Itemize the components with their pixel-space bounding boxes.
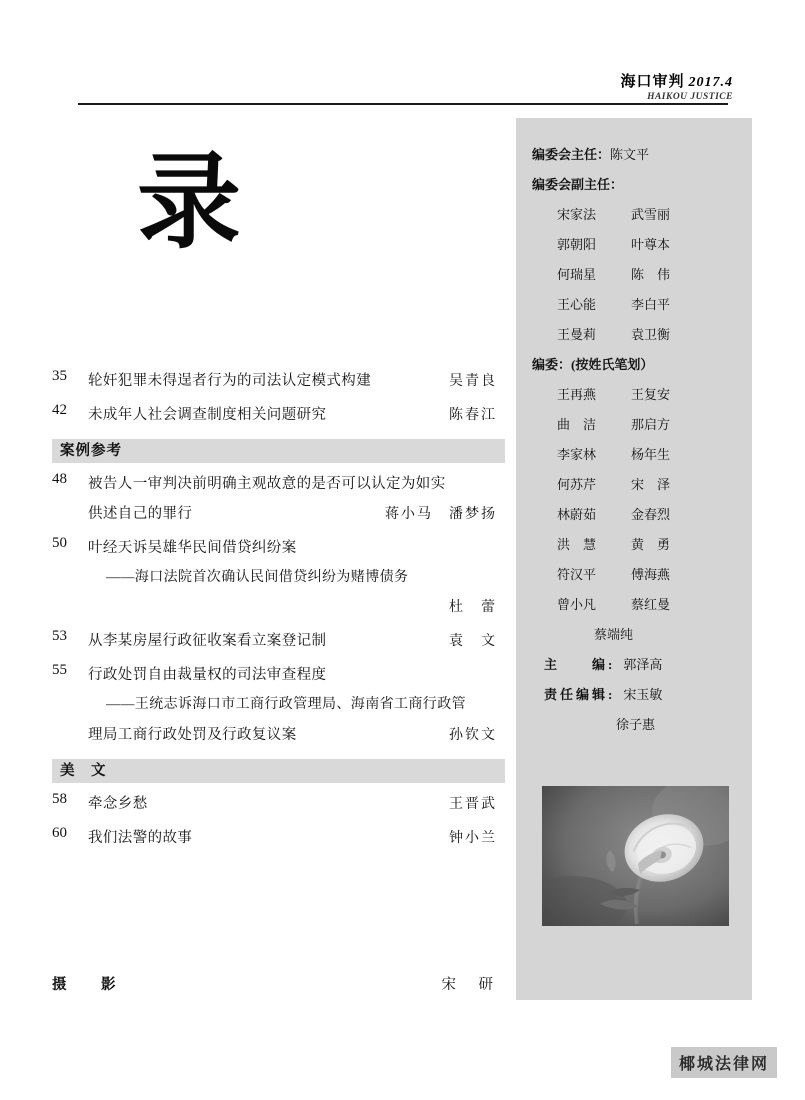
member-name: 何苏芹 [557, 477, 597, 492]
chief-editor-row [532, 140, 736, 170]
toc-row[interactable] [52, 789, 497, 820]
toc-subtitle: ——海口法院首次确认民间借贷纠纷为赌博债务 [106, 570, 409, 585]
member-name: 林蔚茹 [557, 507, 597, 522]
deputy-name: 武雪丽 [631, 207, 671, 222]
member-name: 李家林 [557, 447, 597, 462]
member-name: 杨年生 [631, 447, 671, 462]
responsible-editor-row [532, 680, 736, 710]
toc-page-number: 58 [52, 791, 67, 807]
header-title-en: HAIKOU JUSTICE [647, 92, 733, 102]
toc-row[interactable] [52, 533, 497, 623]
page-title: 录 [137, 140, 242, 263]
toc-title-cont: 供述自己的罪行 [88, 506, 193, 522]
deputy-name-row [532, 230, 736, 260]
toc-title: 行政处罚自由裁量权的司法审查程度 [88, 667, 327, 683]
member-name-row [532, 560, 736, 590]
toc-row[interactable] [52, 626, 497, 657]
toc-page-number: 48 [52, 471, 67, 487]
toc-title: 牵念乡愁 [88, 796, 148, 812]
toc-title: 我们法警的故事 [88, 830, 193, 846]
header-issue: 2017.4 [688, 75, 733, 90]
toc-subtitle: ——王统志诉海口市工商行政管理局、海南省工商行政管 [106, 697, 466, 712]
header-title-text: 海口审判 [620, 74, 685, 90]
chief-name: 陈文平 [610, 147, 650, 162]
member-name: 蔡红曼 [631, 597, 671, 612]
toc-page-number: 60 [52, 825, 67, 841]
flower-photo-graphic [542, 786, 729, 926]
member-name-row [532, 380, 736, 410]
responsible-editor-name-2: 徐子惠 [616, 717, 656, 732]
deputy-name: 何瑞星 [557, 267, 597, 282]
member-name: 王复安 [631, 387, 671, 402]
member-name: 符汉平 [557, 567, 597, 582]
deputy-name: 陈 伟 [631, 267, 671, 282]
toc-row[interactable] [52, 469, 497, 530]
responsible-editor-row-2 [532, 710, 736, 740]
toc-author: 钟小兰 [449, 831, 497, 846]
member-name: 金春烈 [631, 507, 671, 522]
watermark: 椰城法律网 [671, 1047, 777, 1078]
member-name: 洪 慧 [557, 537, 597, 552]
member-name-row [532, 410, 736, 440]
deputy-name: 宋家法 [557, 207, 597, 222]
chief-label: 编委会主任： [532, 147, 611, 162]
member-name-row [532, 620, 736, 650]
cover-photo [542, 786, 729, 926]
deputy-name: 袁卫衡 [631, 327, 671, 342]
editor-name: 郭泽高 [623, 657, 663, 672]
member-name: 黄 勇 [631, 537, 671, 552]
toc-title: 被告人一审判决前明确主观故意的是否可以认定为如实 [88, 476, 446, 492]
toc-title: 未成年人社会调查制度相关问题研究 [88, 407, 327, 423]
toc-page-number: 53 [52, 628, 67, 644]
member-name: 王再燕 [557, 387, 597, 402]
deputy-name-row [532, 290, 736, 320]
member-name: 那启方 [631, 417, 671, 432]
member-name: 傅海燕 [631, 567, 671, 582]
toc-page-number: 42 [52, 402, 67, 418]
header-title-cn [433, 70, 733, 91]
responsible-editor-label: 责任编辑: [544, 687, 616, 702]
toc-author: 陈春江 [449, 408, 497, 423]
toc-row[interactable] [52, 823, 497, 854]
toc-page-number: 35 [52, 368, 67, 384]
toc-author: 孙钦文 [449, 728, 497, 743]
deputy-label: 编委会副主任： [532, 177, 624, 192]
member-name-row [532, 440, 736, 470]
member-name-row [532, 470, 736, 500]
editor-label: 主 编: [544, 657, 616, 672]
member-name: 曾小凡 [557, 597, 597, 612]
deputy-name-row [532, 260, 736, 290]
toc-title: 叶经天诉吴雄华民间借贷纠纷案 [88, 540, 297, 556]
toc-author: 袁 文 [449, 634, 497, 649]
member-name-row [532, 590, 736, 620]
editor-in-chief-row [532, 650, 736, 680]
members-label: 编委：(按姓氏笔划） [532, 357, 654, 372]
deputy-name: 王曼莉 [557, 327, 597, 342]
photography-name: 宋 研 [441, 977, 497, 993]
member-name: 蔡端纯 [594, 627, 634, 642]
deputy-name: 李白平 [631, 297, 671, 312]
deputy-name-row [532, 200, 736, 230]
toc-title: 轮奸犯罪未得逞者行为的司法认定模式构建 [88, 373, 372, 389]
toc-author: 蒋小马 潘梦扬 [385, 507, 497, 522]
table-of-contents [52, 366, 497, 857]
toc-page-number: 55 [52, 662, 67, 678]
member-name: 宋 泽 [631, 477, 671, 492]
toc-subtitle-cont: 理局工商行政处罚及行政复议案 [88, 727, 297, 743]
photography-label: 摄 影 [52, 977, 126, 993]
member-name-row [532, 530, 736, 560]
deputy-name-row [532, 320, 736, 350]
toc-section-header: 美 文 [52, 759, 505, 783]
toc-row[interactable] [52, 366, 497, 397]
header-divider [78, 103, 728, 105]
toc-row[interactable] [52, 400, 497, 431]
toc-author: 吴青良 [449, 374, 497, 389]
toc-title: 从李某房屋行政征收案看立案登记制 [88, 633, 327, 649]
deputy-name: 叶尊本 [631, 237, 671, 252]
responsible-editor-name: 宋玉敏 [623, 687, 663, 702]
toc-photography-credit [52, 973, 497, 994]
toc-page-number: 50 [52, 535, 67, 551]
deputy-name: 郭朝阳 [557, 237, 597, 252]
toc-author: 王晋武 [449, 797, 497, 812]
member-name-row [532, 500, 736, 530]
member-name: 曲 洁 [557, 417, 597, 432]
toc-author: 杜 蕾 [449, 600, 497, 615]
toc-section-header: 案例参考 [52, 439, 505, 463]
toc-row[interactable] [52, 660, 497, 751]
page-header [433, 70, 733, 102]
deputy-name: 王心能 [557, 297, 597, 312]
